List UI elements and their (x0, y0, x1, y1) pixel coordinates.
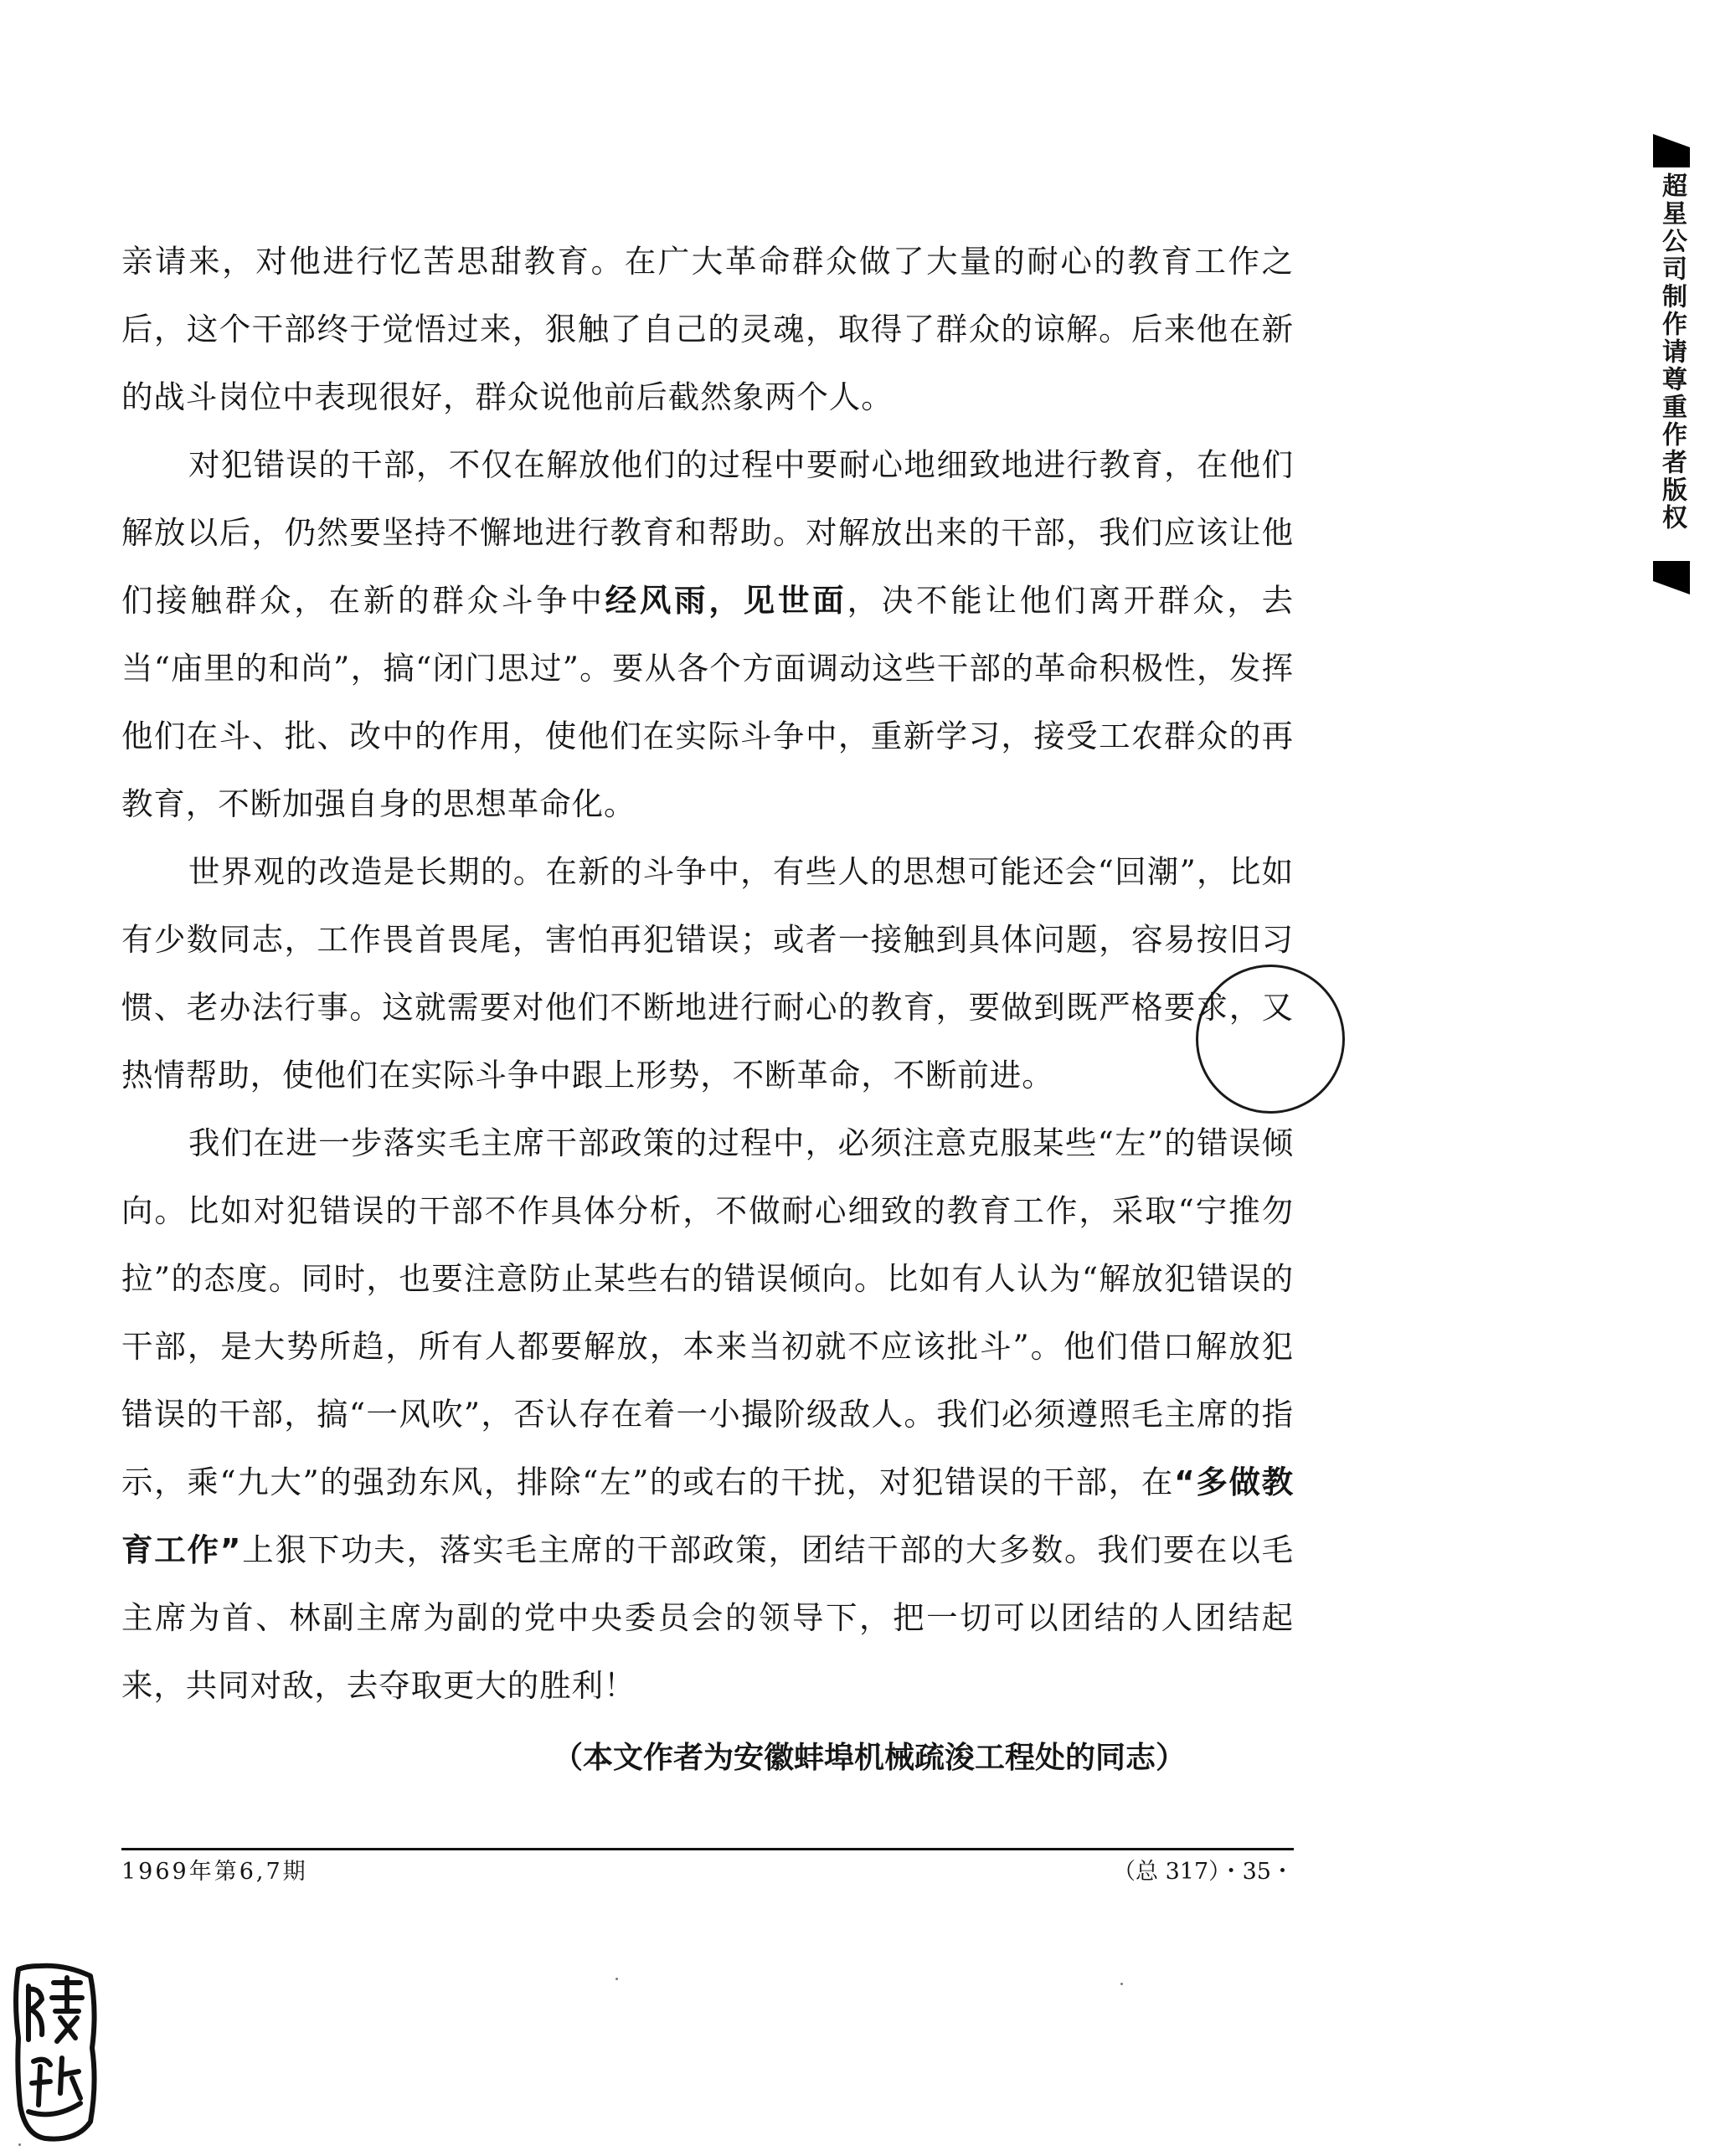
copyright-stamp (1650, 134, 1697, 594)
pen-circle-mark (1196, 965, 1345, 1114)
scan-speck (1120, 1983, 1123, 1985)
scan-speck (615, 1978, 618, 1980)
library-seal-icon (7, 1958, 100, 2146)
emphasis-text: “多做教育工作” (121, 1464, 1294, 1568)
paragraph-text: 世界观的改造是长期的。在新的斗争中，有些人的思想可能还会“回潮”，比如有少数同志，工作畏首畏尾，害怕再犯错误；或者一接触到具体问题，容易按旧习惯、老办法行事。这就需要对他们不断地进行耐心的教育，要做到既严格要求，又热情帮助，使他们在实际斗争中跟上形势，不断革命，不断前进。 (121, 853, 1294, 1093)
footer-page-number: （总 317）・35・ (1113, 1859, 1294, 1885)
article-paragraph (121, 838, 1294, 1109)
emphasis-text: 经风雨，见世面 (605, 582, 847, 619)
article-paragraph (121, 1109, 1294, 1720)
article-paragraph (121, 431, 1294, 838)
footer-rule (121, 1848, 1294, 1850)
paragraph-text: 亲请来，对他进行忆苦思甜教育。在广大革命群众做了大量的耐心的教育工作之后，这个干部终于觉悟过来，狠触了自己的灵魂，取得了群众的谅解。后来他在新的战斗岗位中表现很好，群众说他前后截然象两个人。 (121, 243, 1294, 415)
paragraph-text: 我们在进一步落实毛主席干部政策的过程中，必须注意克服某些“左”的错误倾向。比如对犯错误的干部不作具体分析，不做耐心细致的教育工作，采取“宁推勿拉”的态度。同时，也要注意防止某些右的错误倾向。比如有人认为“解放犯错误的干部，是大势所趋，所有人都要解放，本来当初就不应该批斗”。他们借口解放犯错误的干部，搞“一风吹”，否认存在着一小撮阶级敌人。我们必须遵照毛主席的指示，乘“九大”的强劲东风，排除“左”的或右的干扰，对犯错误的干部，在 (121, 1124, 1294, 1500)
article-body (121, 228, 1294, 1720)
paragraph-text: 对犯错误的干部，不仅在解放他们的过程中要耐心地细致地进行教育，在他们解放以后，仍然要坚持不懈地进行教育和帮助。对解放出来的干部，我们应该让他们接触群众，在新的群众斗争中 (121, 446, 1294, 619)
copyright-stamp-text: 超星公司制作请尊重作者版权 (1657, 172, 1687, 532)
footer-issue: 1969年第6,7期 (121, 1859, 308, 1885)
paragraph-text: 上狠下功夫，落实毛主席的干部政策，团结干部的大多数。我们要在以毛主席为首、林副主席为副的党中央委员会的领导下，把一切可以团结的人团结起来，共同对敌，去夺取更大的胜利！ (121, 1531, 1294, 1704)
author-note: （本文作者为安徽蚌埠机械疏浚工程处的同志） (553, 1741, 1187, 1775)
stamp-arrow-icon (1653, 561, 1690, 594)
paragraph-text: ，决不能让他们离开群众，去当“庙里的和尚”，搞“闭门思过”。要从各个方面调动这些干部的革命积极性，发挥他们在斗、批、改中的作用，使他们在实际斗争中，重新学习，接受工农群众的再教育，不断加强自身的思想革命化。 (121, 582, 1294, 822)
article-paragraph (121, 228, 1294, 431)
stamp-arrow-icon (1653, 134, 1690, 167)
